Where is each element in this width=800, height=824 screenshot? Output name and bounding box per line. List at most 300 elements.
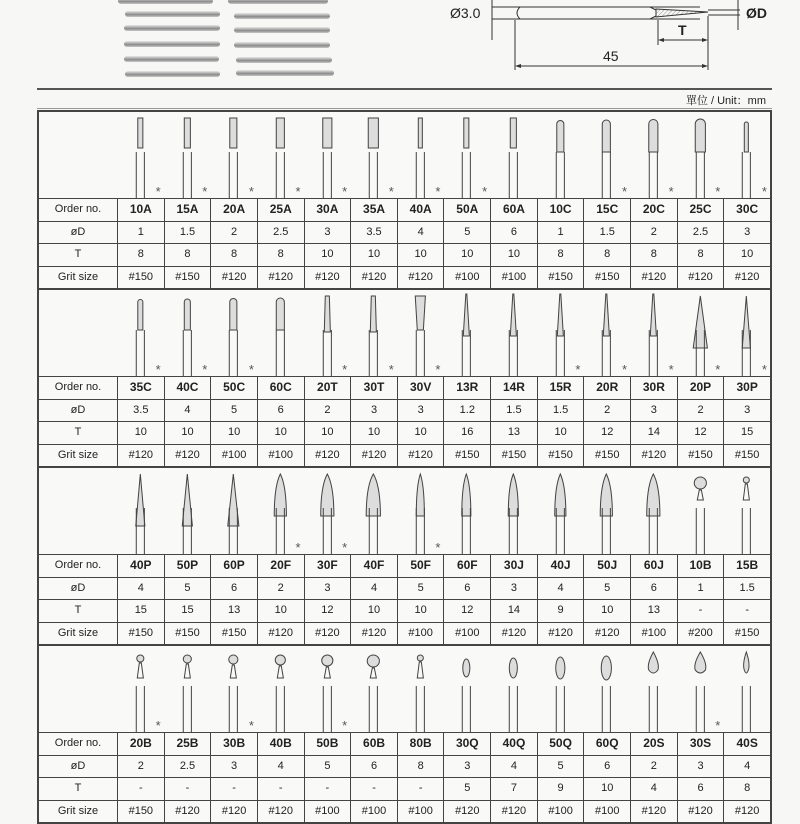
order-number-cell: 13R (444, 377, 491, 399)
grit-size-row (39, 622, 770, 645)
bur-ball-icon (723, 468, 770, 554)
order-number-cell: 25A (258, 199, 305, 221)
asterisk-mark: * (295, 540, 301, 555)
grit-size-cell: #100 (444, 267, 491, 289)
tip-length-label: T (678, 22, 687, 38)
grit-size-cell: #100 (398, 801, 445, 823)
order-number-row (39, 732, 770, 755)
diameter-cell: 2 (678, 400, 725, 422)
asterisk-mark: * (155, 362, 161, 377)
order-number-cell: 50A (444, 199, 491, 221)
length-t-cell: 10 (398, 244, 445, 266)
asterisk-mark: * (715, 184, 721, 199)
order-number-cell: 30T (351, 377, 398, 399)
length-t-cell: - (258, 778, 305, 800)
bur-image-cell (723, 290, 770, 376)
diameter-cell: 6 (211, 578, 258, 600)
length-t-cell: 13 (211, 600, 258, 622)
product-photo (108, 0, 338, 82)
bur-image-cell (304, 112, 351, 198)
length-t-cell: 10 (165, 422, 212, 444)
length-t-label: T (39, 778, 118, 800)
order-number-cell: 15A (165, 199, 212, 221)
bur-image-cell (257, 646, 304, 732)
grit-size-cell: #120 (491, 623, 538, 645)
length-t-cell: 8 (211, 244, 258, 266)
grit-size-row (39, 800, 770, 823)
diameter-cell: 5 (211, 400, 258, 422)
diameter-cell: 4 (351, 578, 398, 600)
asterisk-mark: * (435, 184, 441, 199)
asterisk-mark: * (202, 362, 208, 377)
order-number-cell: 30P (736, 380, 758, 394)
grit-size-cell: #120 (258, 801, 305, 823)
bur-photo (236, 70, 334, 76)
bur-needle-icon (490, 290, 537, 376)
length-t-cell: 10 (351, 422, 398, 444)
bur-round-icon (537, 112, 584, 198)
bur-image-cell (304, 468, 351, 554)
bur-cone-icon (117, 468, 164, 554)
order-number-cell: 10C (538, 199, 585, 221)
order-number-cell: 30F (305, 555, 352, 577)
bur-egg-icon (583, 646, 630, 732)
grit-size-cell: #150 (165, 623, 212, 645)
length-t-cell: 10 (398, 600, 445, 622)
bur-image-cell (723, 646, 770, 732)
bur-image-cell (304, 646, 351, 732)
bur-image-cell (630, 112, 677, 198)
bur-image-cell (304, 290, 351, 376)
bur-ball-icon (257, 646, 304, 732)
length-t-cell: 10 (351, 244, 398, 266)
bur-image-cell (583, 646, 630, 732)
bur-image-cell (443, 112, 490, 198)
grit-size-cell: #200 (678, 623, 725, 645)
asterisk-mark: * (621, 362, 628, 377)
order-number-cell: 40P (118, 555, 165, 577)
asterisk-mark: * (668, 184, 674, 199)
shank-diameter-label: Ø3.0 (450, 5, 481, 21)
diameter-cell: 3 (444, 756, 491, 778)
diameter-cell: 3 (211, 756, 258, 778)
diameter-row (39, 755, 770, 778)
diameter-cell: 5 (538, 756, 585, 778)
diameter-row (39, 577, 770, 600)
diameter-cell: 4 (258, 756, 305, 778)
bur-cone-icon (164, 468, 211, 554)
order-number-cell: 14R (491, 377, 538, 399)
diameter-row (39, 399, 770, 422)
length-t-cell: - (351, 778, 398, 800)
order-number-cell: 20F (258, 555, 305, 577)
bur-photo (125, 11, 220, 17)
length-t-cell: 16 (444, 422, 491, 444)
bur-egg-icon (443, 646, 490, 732)
diameter-cell: 1.5 (538, 400, 585, 422)
bur-photo (118, 0, 213, 4)
length-t-cell: 10 (258, 422, 305, 444)
order-number-cell: 50B (305, 733, 352, 755)
length-t-row (39, 243, 770, 266)
length-t-row (39, 421, 770, 444)
grit-size-cell: #150 (165, 267, 212, 289)
length-t-cell: 8 (631, 244, 678, 266)
order-number-cell: 60C (258, 377, 305, 399)
order-number-cell: 20B (118, 733, 165, 755)
diameter-cell: 3.5 (351, 222, 398, 244)
length-t-cell: 12 (305, 600, 352, 622)
length-t-cell: 5 (444, 778, 491, 800)
length-t-cell: 10 (444, 244, 491, 266)
length-t-cell: 15 (165, 600, 212, 622)
bur-photo (124, 56, 219, 62)
bur-image-cell (537, 290, 584, 376)
bur-ball-icon (164, 646, 211, 732)
bur-image-cell (490, 112, 537, 198)
order-number-cell: 50J (584, 555, 631, 577)
length-t-cell: 12 (678, 422, 725, 444)
order-number-cell: 60J (631, 555, 678, 577)
diameter-label: øD (39, 578, 118, 600)
grit-size-label: Grit size (39, 801, 118, 823)
diameter-cell: 6 (631, 578, 678, 600)
bur-image-cell (210, 468, 257, 554)
order-number-cell: 30S (678, 733, 725, 755)
asterisk-mark: * (295, 184, 301, 199)
length-t-cell: 14 (631, 422, 678, 444)
diameter-cell: 4 (538, 578, 585, 600)
length-t-cell: 10 (538, 422, 585, 444)
diameter-cell: 3 (744, 225, 751, 238)
bur-image-cell (630, 468, 677, 554)
bur-image-cell (490, 290, 537, 376)
diameter-cell: 1.5 (739, 581, 755, 594)
length-t-cell: 10 (305, 422, 352, 444)
bur-flame-icon (537, 468, 584, 554)
bur-photo (228, 0, 328, 4)
asterisk-mark: * (482, 184, 488, 199)
order-number-cell: 40S (736, 736, 758, 750)
asterisk-mark: * (435, 362, 441, 377)
diameter-label: øD (39, 222, 118, 244)
bur-image-cell (443, 468, 490, 554)
bur-photo (234, 13, 330, 19)
diameter-cell: 2.5 (678, 222, 725, 244)
grit-size-cell: #120 (118, 445, 165, 467)
bur-image-cell (723, 112, 770, 198)
diameter-cell: 5 (444, 222, 491, 244)
grit-size-cell: #150 (538, 267, 585, 289)
asterisk-mark: * (388, 184, 394, 199)
grit-size-cell: #150 (491, 445, 538, 467)
bur-flame-icon (443, 468, 490, 554)
length-t-cell: 8 (165, 244, 212, 266)
diameter-label: øD (39, 400, 118, 422)
bur-photo (125, 71, 220, 77)
diameter-cell: 1 (118, 222, 165, 244)
overall-length-label: 45 (603, 48, 619, 64)
bur-round-icon (257, 290, 304, 376)
order-number-cell: 25C (678, 199, 725, 221)
length-t-cell: 8 (678, 244, 725, 266)
order-number-cell: 35A (351, 199, 398, 221)
bur-image-cell (164, 290, 211, 376)
asterisk-mark: * (715, 362, 721, 377)
diameter-cell: 5 (305, 756, 352, 778)
asterisk-mark: * (342, 184, 348, 199)
order-number-cell: 40C (165, 377, 212, 399)
grit-size-cell: #120 (211, 267, 258, 289)
grit-size-cell: #120 (491, 801, 538, 823)
length-t-cell: - (305, 778, 352, 800)
table-block (39, 468, 770, 646)
order-number-cell: 15C (584, 199, 631, 221)
bur-image-cell (537, 468, 584, 554)
bur-image-cell (164, 468, 211, 554)
diameter-cell: 2 (118, 756, 165, 778)
bur-flame-icon (490, 468, 537, 554)
table-block (39, 290, 770, 468)
length-t-cell: 7 (491, 778, 538, 800)
grit-size-row (39, 266, 770, 289)
diameter-cell: 1.5 (165, 222, 212, 244)
grit-size-cell: #120 (351, 267, 398, 289)
order-number-cell: 40Q (491, 733, 538, 755)
length-t-cell: 10 (258, 600, 305, 622)
grit-size-cell: #120 (584, 623, 631, 645)
asterisk-mark: * (342, 362, 348, 377)
length-t-cell: - (211, 778, 258, 800)
diameter-cell: 4 (165, 400, 212, 422)
order-number-cell: 60F (444, 555, 491, 577)
bur-image-cell (164, 646, 211, 732)
grit-size-cell: #120 (631, 801, 678, 823)
bur-flame-icon (350, 468, 397, 554)
length-t-cell: 10 (351, 600, 398, 622)
diameter-cell: 5 (398, 578, 445, 600)
grit-size-cell: #120 (398, 445, 445, 467)
order-number-cell: 20S (631, 733, 678, 755)
length-t-row (39, 599, 770, 622)
grit-size-cell: #120 (258, 267, 305, 289)
bur-image-cell (117, 290, 164, 376)
grit-size-cell: #120 (258, 623, 305, 645)
length-t-cell: 10 (491, 244, 538, 266)
bur-image-cell (583, 290, 630, 376)
table-block (39, 112, 770, 290)
length-t-cell: 10 (398, 422, 445, 444)
grit-size-cell: #120 (678, 801, 725, 823)
length-t-cell: 9 (538, 778, 585, 800)
grit-size-cell: #120 (631, 267, 678, 289)
grit-size-cell: #120 (305, 623, 352, 645)
diameter-cell: 2 (631, 222, 678, 244)
order-number-cell: 80B (398, 733, 445, 755)
divider (37, 108, 772, 109)
asterisk-mark: * (668, 362, 674, 377)
length-t-cell: - (398, 778, 445, 800)
grit-size-cell: #120 (165, 445, 212, 467)
bur-image-row (39, 468, 770, 554)
diameter-cell: 2 (584, 400, 631, 422)
diameter-cell: 3.5 (118, 400, 165, 422)
bur-image-cell (350, 646, 397, 732)
table-block (39, 646, 770, 824)
grit-size-row (39, 444, 770, 467)
length-t-cell: - (745, 604, 749, 616)
length-t-cell: 10 (211, 422, 258, 444)
order-number-cell: 30Q (444, 733, 491, 755)
bur-ball-icon (350, 646, 397, 732)
bur-image-cell (397, 646, 444, 732)
grit-size-cell: #150 (538, 445, 585, 467)
length-t-cell: 15 (118, 600, 165, 622)
grit-size-cell: #100 (538, 801, 585, 823)
bur-image-cell (723, 468, 770, 554)
order-number-cell: 20A (211, 199, 258, 221)
bur-egg-icon (490, 646, 537, 732)
grit-size-cell: #150 (118, 801, 165, 823)
order-number-cell: 50Q (538, 733, 585, 755)
bur-egg-icon (537, 646, 584, 732)
length-t-cell: 12 (584, 422, 631, 444)
diameter-cell: 3 (351, 400, 398, 422)
bur-photo (236, 57, 332, 63)
diameter-cell: 3 (631, 400, 678, 422)
order-number-label: Order no. (39, 733, 118, 755)
length-t-row (39, 777, 770, 800)
diameter-cell: 2 (258, 578, 305, 600)
order-number-label: Order no. (39, 555, 118, 577)
bur-photo (234, 27, 330, 33)
order-number-cell: 20C (631, 199, 678, 221)
diameter-cell: 1 (538, 222, 585, 244)
diameter-cell: 4 (118, 578, 165, 600)
bur-image-cell (210, 112, 257, 198)
bur-image-cell (630, 290, 677, 376)
length-t-cell: 9 (538, 600, 585, 622)
order-number-cell: 50F (398, 555, 445, 577)
length-t-cell: 8 (118, 244, 165, 266)
bur-image-cell (537, 112, 584, 198)
diameter-cell: 4 (491, 756, 538, 778)
order-number-cell: 20R (584, 377, 631, 399)
length-t-cell: 10 (305, 244, 352, 266)
grit-size-cell: #120 (398, 267, 445, 289)
asterisk-mark: * (435, 540, 441, 555)
order-number-cell: 40F (351, 555, 398, 577)
asterisk-mark: * (761, 362, 767, 377)
bur-image-row (39, 112, 770, 198)
row-label-blank (39, 112, 117, 198)
grit-size-cell: #150 (444, 445, 491, 467)
diameter-cell: 6 (258, 400, 305, 422)
order-number-cell: 40B (258, 733, 305, 755)
bur-image-cell (583, 112, 630, 198)
grit-size-cell: #100 (398, 623, 445, 645)
asterisk-mark: * (248, 362, 254, 377)
bur-image-cell (117, 646, 164, 732)
order-number-cell: 60P (211, 555, 258, 577)
bur-needle-icon (443, 290, 490, 376)
asterisk-mark: * (388, 362, 394, 377)
asterisk-mark: * (342, 718, 348, 733)
diameter-cell: 3 (305, 222, 352, 244)
length-t-cell: - (165, 778, 212, 800)
bur-image-cell (537, 646, 584, 732)
grit-size-cell: #120 (678, 267, 725, 289)
asterisk-mark: * (155, 184, 161, 199)
order-number-cell: 30R (631, 377, 678, 399)
divider (37, 88, 772, 90)
bur-drop-icon (630, 646, 677, 732)
order-number-cell: 30B (211, 733, 258, 755)
bur-ball-icon (677, 468, 724, 554)
grit-size-cell: #150 (118, 267, 165, 289)
order-number-cell: 20T (305, 377, 352, 399)
bur-image-cell (397, 468, 444, 554)
grit-size-cell: #150 (118, 623, 165, 645)
grit-size-cell: #120 (734, 270, 760, 283)
grit-size-cell: #120 (538, 623, 585, 645)
bur-image-cell (630, 646, 677, 732)
bur-cyl-icon (490, 112, 537, 198)
asterisk-mark: * (248, 718, 254, 733)
bur-drop-icon (723, 646, 770, 732)
bur-image-cell (210, 290, 257, 376)
order-number-row (39, 198, 770, 221)
asterisk-mark: * (155, 718, 161, 733)
bur-image-cell (490, 646, 537, 732)
bur-image-cell (257, 468, 304, 554)
order-number-cell: 60B (351, 733, 398, 755)
grit-size-cell: #120 (305, 445, 352, 467)
diameter-cell: 2.5 (165, 756, 212, 778)
length-t-label: T (39, 422, 118, 444)
bur-image-cell (677, 468, 724, 554)
length-t-cell: 10 (741, 248, 754, 260)
grit-size-cell: #100 (258, 445, 305, 467)
order-number-cell: 10A (118, 199, 165, 221)
length-t-cell: 13 (491, 422, 538, 444)
length-t-cell: - (678, 600, 725, 622)
bur-photo (124, 41, 220, 47)
diameter-cell: 1.5 (584, 222, 631, 244)
order-number-cell: 20P (678, 377, 725, 399)
bur-image-cell (677, 646, 724, 732)
order-number-cell: 40J (538, 555, 585, 577)
length-t-cell: 10 (118, 422, 165, 444)
grit-size-cell: #120 (211, 801, 258, 823)
length-t-cell: 15 (741, 426, 754, 438)
order-number-label: Order no. (39, 199, 118, 221)
diameter-cell: 5 (584, 578, 631, 600)
length-t-cell: 10 (584, 778, 631, 800)
diameter-cell: 3 (491, 578, 538, 600)
order-number-cell: 15R (538, 377, 585, 399)
row-label-blank (39, 646, 117, 732)
order-number-cell: 50P (165, 555, 212, 577)
diameter-cell: 5 (165, 578, 212, 600)
unit-label: 單位 / Unit：mm (685, 95, 766, 107)
order-number-row (39, 554, 770, 577)
row-label-blank (39, 468, 117, 554)
length-t-cell: 8 (538, 244, 585, 266)
bur-image-cell (583, 468, 630, 554)
bur-photo (234, 42, 330, 48)
length-t-cell: 13 (631, 600, 678, 622)
